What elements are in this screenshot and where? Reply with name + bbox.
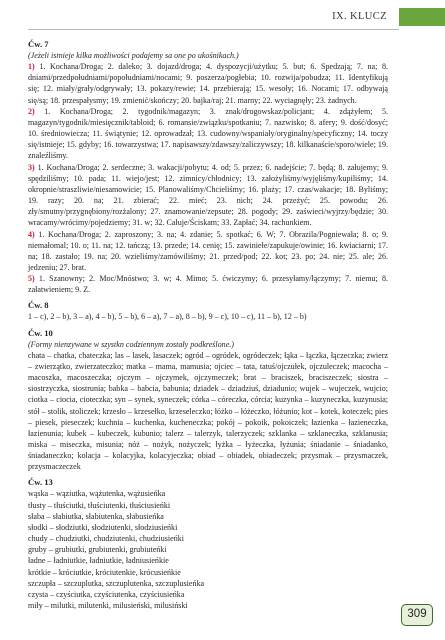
header-accent-bar — [399, 8, 445, 26]
page-header — [0, 8, 445, 26]
answer-line: tłusty – tłuściutki, tłuściutenki, tłuściusieńki — [28, 500, 171, 510]
answer-line: czysta – czyściutka, czyściutenka, czyściusieńka — [28, 589, 185, 599]
answer-item — [28, 273, 388, 295]
item-text: 1. Kochana/Droga; 2. tygodnik/magazyn; 3. znak/drogowskaz/policjant; 4. zdążyłem; 5. magazyn/tygodnik/miesięcznik/tabloid; 6. romansie/związku/spotkaniu; 7. nazwisko; 8. afery; 9. dość/dosyć; 10. średniowiecza; 11. świątynie; 12. oprowadzał; 13. cudowny/wspaniały/oryginalny/specyficzny; 14. toczy się/istnieje; 15. gdyby; 16. towarzystwa; 17. napisawszy/zdawszy/zaliczywszy; 18. kilkanaście/sporo/wiele; 19. znaleźliśmy. — [28, 106, 389, 161]
answer-line: słaba – słabiutka, słabiutenka, słabusieńka — [28, 511, 164, 521]
answer-item — [28, 61, 388, 106]
item-text: 1. Kochana/Droga; 2. zaproszony; 3. na; 4. zdanie; 5. spotkać; 6. W; 7. Obrazila/Pogniewała; 8. o; 9. niemałomal; 10. o; 11. na; 12. tańczą; 13. przede; 14. cenię; 15. zawiniełe/zapukuje/owinie; 16. kwiaciarni; 17. na; 18. zastało; 19. na; 20. wzieliśmy/zamówiliśmy; 21. przed/pod; 22. kot; 23. po; 24. nie; 25. ale; 26. jedzeniu; 27. brat. — [28, 229, 388, 272]
answer-list: 1 – c), 2 – b), 3 – a), 4 – b), 5 – b), 6 – a), 7 – a), 8 – b), 9 – c), 10 – c), 11 – b), 12 – b) — [28, 312, 307, 322]
item-text: 1. Kochana/Droga; 2. daleko; 3. dojazd/droga; 4. dyspozycji/użytku; 5. but; 6. Spedzają; 7. na; 8. dniami/przedpołudniami/popołudniami/nocami; 9. poszerza/pogłebia; 10. rozwija/pobudza; 11. Identyfikują się; 12. miały/grały/odgrywały; 13. pokazy/rewie; 14. przebierają; 15. wesoły; 16. Nocami; 17. odbywają się/są; 18. przespałysmy; 19. zmienić/skończy; 20. bajka/raj; 21. marny; 22. wyciagnęły; 23. żadnych. — [28, 62, 388, 105]
section-note: (Formy nienzywane w szystkn codziennym zostały podkreślone.) — [28, 339, 234, 349]
item-number: 4) — [28, 229, 35, 239]
page-number: 309 — [407, 608, 427, 620]
section-note: (Jeżeli istnieje kilka możliwości podajemy sa one po ukośnikach.) — [28, 51, 239, 60]
answer-line: ładne – ładniutkie, ładniutkie, ładniusieńkie — [28, 556, 169, 566]
item-number: 2) — [28, 106, 35, 116]
item-text: 1. Szanowny; 2. Moc/Mnóstwo; 3. w; 4. Mimo; 5. ćwiczymy; 6. przesyłamy/łączymy; 7. niemu; 8. załatwieniem; 9. Z. — [28, 274, 388, 295]
item-number: 1) — [28, 62, 35, 72]
item-number: 5) — [28, 274, 35, 284]
section-title: Ćw. 13 — [28, 477, 53, 488]
answer-line: miły – milutki, milutenki, milusieński, milusiński — [28, 601, 188, 611]
item-number: 3) — [28, 162, 35, 172]
chapter-title: IX. KLUCZ — [332, 11, 387, 22]
page-number-badge — [401, 604, 433, 626]
answer-item — [28, 106, 388, 162]
header-divider — [28, 29, 399, 30]
answer-line: szczupła – szczuplutka, szczuplutenka, szczuplusieńka — [28, 578, 205, 588]
answer-item — [28, 229, 388, 274]
answer-key-content — [28, 34, 388, 611]
item-text: 1. Kochana/Droga; 2. serdeczne; 3. wakacji/pobytu; 4. od; 5. przez; 6. nadejście; 7. będą; 8. załujemy; 9. spędziliśmy; 10. pada; 11. wiejo/jest; 12. zimnicy/chłodnicy; 13. założyliśmy/wyjęliśmy/kupiliśmy; 14. okropnie/straszliwie/niesamowicie; 15. Planowaliśmy/Chcieliśmy; 16. plaży; 17. czas/wakacje; 18. Byliśmy; 19. razy; 20. na; 21. zbierać; 22. mieć; 23. nich; 24. przeżyć; 25. powodu; 26. zły/smutny/przygnębiony/rozżalony; 27. znamowanie/zepsute; 28. pogody; 29. zaświeci/wyjrzy/będzie; 30. wracamy/wrócimy/pojedziemy; 31. w; 32. Całuje/Ściskam; 33. Zapłać; 34. rachunkiem. — [28, 162, 388, 228]
section-title: Ćw. 7 — [28, 39, 49, 49]
answer-line: gruby – grubiutki, grubiutenki, grubiuteńki — [28, 545, 167, 555]
answer-line: chudy – chudziutki, chudziutenki, chudziusieńki — [28, 534, 184, 544]
answer-line: słodki – słodziutki, słodziutenki, słodziusieńki — [28, 522, 178, 532]
answer-line: wąska – wąziutka, wążutenka, wążusieńka — [28, 489, 166, 499]
section-title: Ćw. 8 — [28, 300, 49, 311]
answer-item — [28, 162, 388, 229]
answer-line: krótkie – króciutkie, króciutenkie, krócusieńkie — [28, 567, 181, 577]
section-title: Ćw. 10 — [28, 327, 53, 338]
answer-paragraph: chata – chatka, chateczka; las – lasek, lasaczek; ogród – ogródek, ogródeczek; łąka – łączka, łączeczka; zwierz – zwierzątko, zwierzateczko; matka – mama, mamusia; ojciec – tata, tatuś/ojczułek, ojczuleczek; macocha – macoszka, macoszeczka; ojczym – ojczymek, ojczymeczek; brat – braciszek, braciszeczek; siostra – siostrzyczka, siostrunia; babka – babcia, babunia; dziadek – dziadziuś, dziadunio; wujek – wujeczek, wujcio; ciotka – ciocia, cioteczka; syn – synek, syneczek; córka – córeczka, córcia; kuzynka – kuzyneczka, kuzynusia; stół – stolik, stoliczek; krzesło – krzesełko, krzeseleczko; łóżko – łóżeczko, łóżunio; kot – kotek, koteczek; pies – piesek, pieseczek; kuchnia – kuchenka, kucheneczka; pokój – pokoik, pokoiczek; łazienka – łazieneczka, łazienunia; kubek – kubeczek, kubunio; talerz – talerzyk, talerzyczek; szklanka – szklaneczka, szklanusia; miska – miseczka, misunia; nóż – nożyk, nożyczek; łyżka – łyżeczka, łyżunia; śniadanie – śniadanko, śniadaneczko; kolacja – kolacyjka, kolacyjeczka; obiad – obiadek, obiadeczek; przysmak – przysmaczek, przysmaczeczek — [28, 350, 388, 472]
